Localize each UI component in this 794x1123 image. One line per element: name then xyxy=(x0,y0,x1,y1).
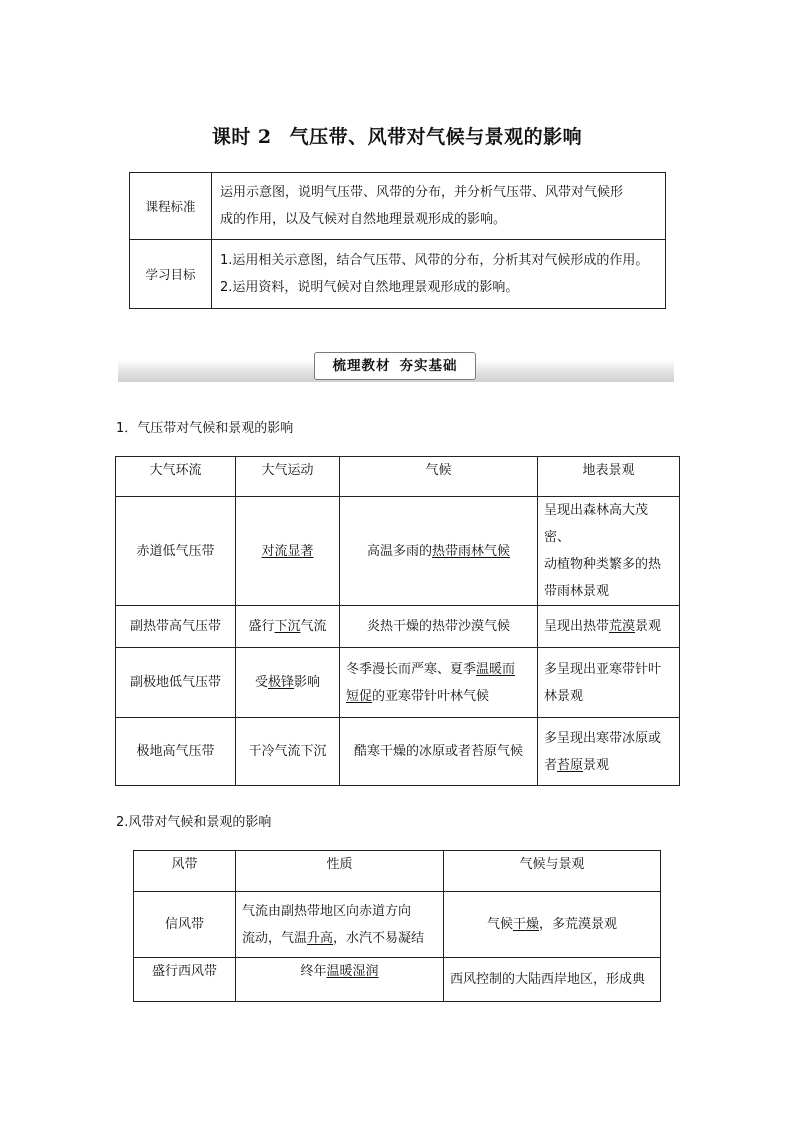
cell-landscape: 呈现出热带荒漠景观 xyxy=(538,606,680,648)
table-row xyxy=(134,892,661,958)
cell-climate: 炎热干燥的热带沙漠气候 xyxy=(340,606,538,648)
section1-heading: 1．气压带对气候和景观的影响 xyxy=(116,421,294,436)
pressure-belt-table xyxy=(115,456,680,786)
cell-nature: 终年温暖湿润 xyxy=(236,958,444,1002)
cell-motion: 受极锋影响 xyxy=(236,648,340,718)
section2-heading: 2.风带对气候和景观的影响 xyxy=(116,815,272,830)
header-belt: 风带 xyxy=(134,851,236,892)
banner-title: 梳理教材 夯实基础 xyxy=(314,352,476,380)
cell-circulation: 赤道低气压带 xyxy=(116,497,236,606)
table-row xyxy=(116,718,680,786)
header-motion: 大气运动 xyxy=(236,457,340,497)
table-row xyxy=(116,497,680,606)
table-row xyxy=(130,173,666,240)
cell-nature: 气流由副热带地区向赤道方向 流动，气温升高，水汽不易凝结 xyxy=(236,892,444,958)
cell-circulation: 极地高气压带 xyxy=(116,718,236,786)
header-circulation: 大气环流 xyxy=(116,457,236,497)
header-nature: 性质 xyxy=(236,851,444,892)
table-row xyxy=(116,648,680,718)
page-title xyxy=(0,122,794,149)
lesson-number: 课时 2 xyxy=(211,126,272,148)
standards-content: 运用示意图，说明气压带、风带的分布，并分析气压带、风带对气候形 成的作用，以及气候对自然地理景观形成的影响。 xyxy=(212,173,666,240)
standards-label: 课程标准 xyxy=(130,173,212,240)
section-banner xyxy=(118,352,674,384)
header-landscape: 地表景观 xyxy=(538,457,680,497)
cell-climate-landscape: 西风控制的大陆西岸地区，形成典 xyxy=(444,958,661,1002)
cell-motion: 干冷气流下沉 xyxy=(236,718,340,786)
cell-landscape: 多呈现出亚寒带针叶 林景观 xyxy=(538,648,680,718)
objectives-label: 学习目标 xyxy=(130,240,212,309)
cell-circulation: 副热带高气压带 xyxy=(116,606,236,648)
header-climate-landscape: 气候与景观 xyxy=(444,851,661,892)
cell-belt: 信风带 xyxy=(134,892,236,958)
lesson-topic: 气压带、风带对气候与景观的影响 xyxy=(289,126,583,148)
table-header-row xyxy=(134,851,661,892)
cell-landscape: 多呈现出寒带冰原或 者苔原景观 xyxy=(538,718,680,786)
cell-belt: 盛行西风带 xyxy=(134,958,236,1002)
objectives-content: 1.运用相关示意图，结合气压带、风带的分布，分析其对气候形成的作用。 2.运用资料，说明气候对自然地理景观形成的影响。 xyxy=(212,240,666,309)
cell-landscape: 呈现出森林高大茂密、 动植物种类繁多的热 带雨林景观 xyxy=(538,497,680,606)
cell-climate: 冬季漫长而严寒、夏季温暖而 短促的亚寒带针叶林气候 xyxy=(340,648,538,718)
standards-table xyxy=(129,172,666,309)
table-row xyxy=(134,958,661,1002)
cell-circulation: 副极地低气压带 xyxy=(116,648,236,718)
table-header-row xyxy=(116,457,680,497)
cell-motion: 盛行下沉气流 xyxy=(236,606,340,648)
cell-climate: 高温多雨的热带雨林气候 xyxy=(340,497,538,606)
header-climate: 气候 xyxy=(340,457,538,497)
table-row xyxy=(130,240,666,309)
cell-motion: 对流显著 xyxy=(236,497,340,606)
cell-climate: 酷寒干燥的冰原或者苔原气候 xyxy=(340,718,538,786)
wind-belt-table xyxy=(133,850,661,1002)
cell-climate-landscape: 气候干燥，多荒漠景观 xyxy=(444,892,661,958)
table-row xyxy=(116,606,680,648)
